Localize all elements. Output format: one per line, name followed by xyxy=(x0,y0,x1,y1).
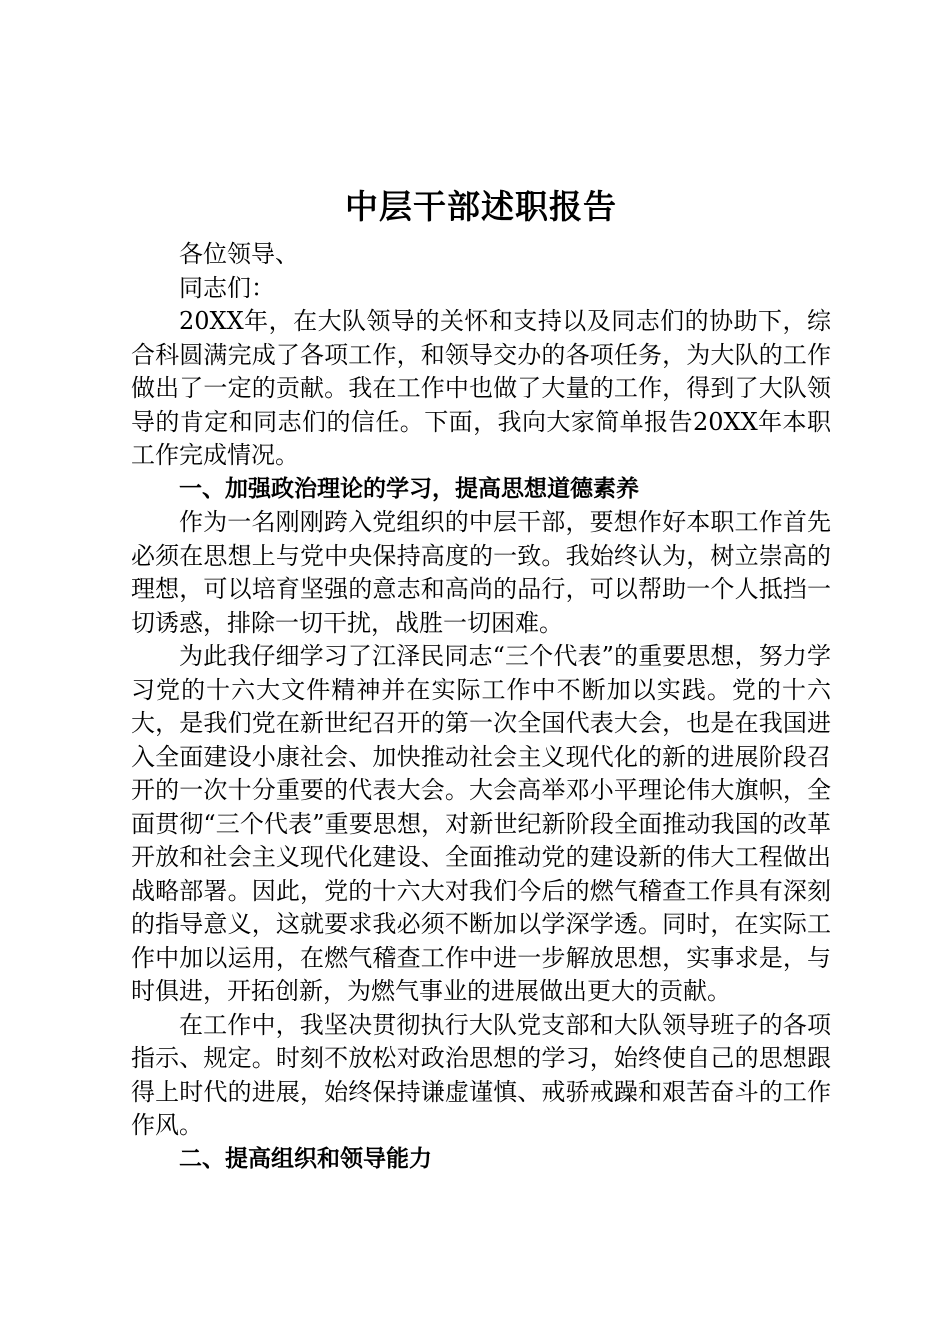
section-heading-2: 二、提高组织和领导能力 xyxy=(179,1145,432,1172)
section-heading-1: 一、加强政治理论的学习，提高思想道德素养 xyxy=(179,475,639,502)
document-title: 中层干部述职报告 xyxy=(345,187,617,226)
salutation-comrades: 同志们： xyxy=(179,273,275,302)
document-body xyxy=(131,238,831,1176)
intro-paragraph: 20XX年，在大队领导的关怀和支持以及同志们的协助下，综合科圆满完成了各项工作，和领导交办的各项任务，为大队的工作做出了一定的贡献。我在工作中也做了大量的工作，得到了大队领导的肯定和同志们的信任。下面，我向大家简单报告20XX年本职工作完成情况。 xyxy=(131,307,831,469)
salutation-leaders: 各位领导、 xyxy=(179,240,299,268)
body-paragraph: 在工作中，我坚决贯彻执行大队党支部和大队领导班子的各项指示、规定。时刻不放松对政治思想的学习，始终使自己的思想跟得上时代的进展，始终保持谦虚谨慎、戒骄戒躁和艰苦奋斗的工作作风。 xyxy=(131,1010,831,1139)
body-paragraph: 作为一名刚刚跨入党组织的中层干部，要想作好本职工作首先必须在思想上与党中央保持高度的一致。我始终认为，树立崇高的理想，可以培育坚强的意志和高尚的品行，可以帮助一个人抵挡一切诱惑，排除一切干扰，战胜一切困难。 xyxy=(131,508,831,637)
body-paragraph: 为此我仔细学习了江泽民同志“三个代表”的重要思想，努力学习党的十六大文件精神并在实际工作中不断加以实践。党的十六大，是我们党在新世纪召开的第一次全国代表大会，也是在我国进入全面建设小康社会、加快推动社会主义现代化的新的进展阶段召开的一次十分重要的代表大会。大会高举邓小平理论伟大旗帜，全面贯彻“三个代表”重要思想，对新世纪新阶段全面推动我国的改革开放和社会主义现代化建设、全面推动党的建设新的伟大工程做出战略部署。因此，党的十六大对我们今后的燃气稽查工作具有深刻的指导意义，这就要求我必须不断加以学深学透。同时，在实际工作中加以运用，在燃气稽查工作中进一步解放思想，实事求是，与时俱进，开拓创新，为燃气事业的进展做出更大的贡献。 xyxy=(131,642,831,1005)
